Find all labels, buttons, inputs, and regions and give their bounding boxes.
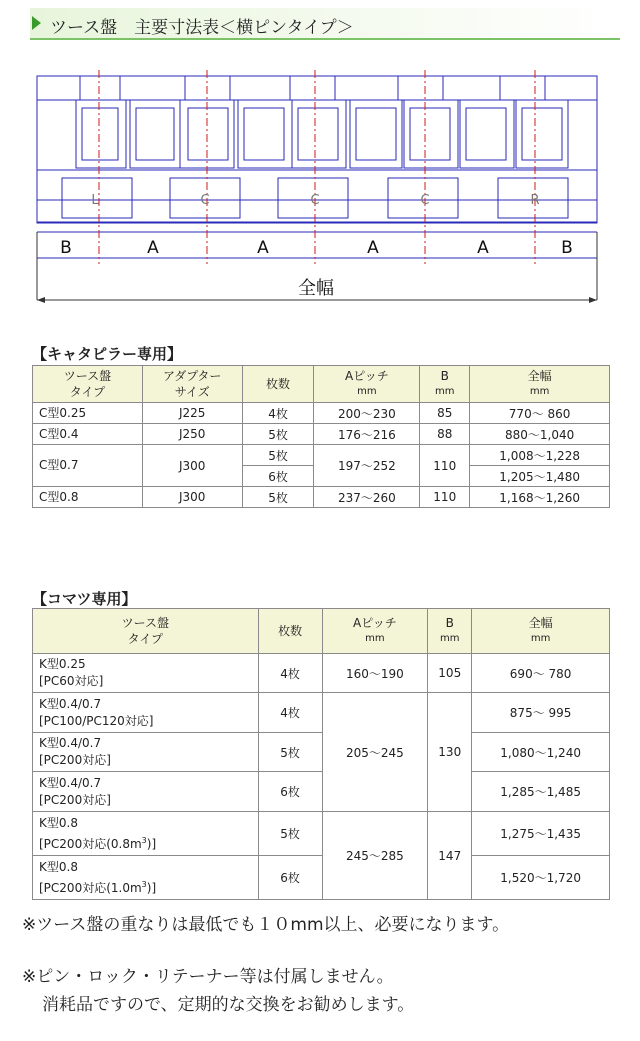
cell-count: 6枚 — [258, 772, 322, 812]
pin-label-C1: C — [200, 193, 210, 208]
cell-b: 130 — [428, 693, 472, 812]
note-overlap: ※ツース盤の重なりは最低でも１０mm以上、必要になります。 — [22, 915, 510, 935]
pin-label-C2: C — [310, 193, 320, 208]
cell-b: 110 — [420, 445, 470, 487]
cell-b: 88 — [420, 424, 470, 445]
col-type-header: ツース盤 タイプ — [33, 609, 259, 654]
cell-type: C型0.25 — [33, 403, 143, 424]
cell-pitch: 160～190 — [322, 654, 428, 693]
pitch-label-a4: A — [477, 238, 489, 258]
cell-count: 5枚 — [242, 424, 314, 445]
cell-adapter: J300 — [142, 487, 242, 508]
pitch-label-b-left: B — [60, 238, 72, 258]
cell-count: 4枚 — [258, 654, 322, 693]
col-pitch-header: Aピッチ mm — [322, 609, 428, 654]
cell-type: K型0.4/0.7 [PC200対応] — [33, 772, 259, 812]
cell-type: K型0.25 [PC60対応] — [33, 654, 259, 693]
cell-count: 6枚 — [258, 856, 322, 900]
pitch-label-a3: A — [367, 238, 379, 258]
table-row — [33, 856, 610, 900]
cell-width: 1,275～1,435 — [472, 812, 610, 856]
triangle-bullet-icon — [32, 16, 41, 30]
cell-type: K型0.8 [PC200対応$(1.0m^3)$] — [33, 856, 259, 900]
cell-width: 1,205～1,480 — [470, 466, 610, 487]
cell-adapter: J250 — [142, 424, 242, 445]
tooth-plate-diagram — [0, 60, 640, 310]
cell-pitch: 205～245 — [322, 693, 428, 812]
cell-width: 690～ 780 — [472, 654, 610, 693]
cell-type: C型0.8 — [33, 487, 143, 508]
cell-width: 1,285～1,485 — [472, 772, 610, 812]
overall-width-label: 全幅 — [298, 278, 334, 299]
cell-width: 770～ 860 — [470, 403, 610, 424]
cell-pitch: 237～260 — [314, 487, 420, 508]
cell-b: 85 — [420, 403, 470, 424]
col-width-header: 全幅 mm — [470, 366, 610, 403]
komatsu-section-title: 【コマツ専用】 — [32, 590, 137, 608]
cell-count: 4枚 — [258, 693, 322, 733]
page-header — [30, 8, 620, 40]
cell-type: C型0.7 — [33, 445, 143, 487]
cell-pitch: 245～285 — [322, 812, 428, 900]
col-type-header: ツース盤 タイプ — [33, 366, 143, 403]
cell-width: 1,520～1,720 — [472, 856, 610, 900]
komatsu-spec-table — [32, 608, 610, 900]
cell-count: 6枚 — [242, 466, 314, 487]
pin-label-R: R — [530, 193, 540, 208]
pitch-label-b-right: B — [561, 238, 573, 258]
table-row — [33, 487, 610, 508]
cell-type: K型0.4/0.7 [PC200対応] — [33, 733, 259, 772]
cell-count: 5枚 — [258, 812, 322, 856]
table-row — [33, 772, 610, 812]
col-count-header: 枚数 — [242, 366, 314, 403]
cell-adapter: J300 — [142, 445, 242, 487]
table-row — [33, 693, 610, 733]
cell-type: K型0.4/0.7 [PC100/PC120対応] — [33, 693, 259, 733]
pin-label-C3: C — [420, 193, 430, 208]
cell-b: 110 — [420, 487, 470, 508]
table-row — [33, 445, 610, 466]
pin-label-L: L — [91, 193, 99, 208]
cell-count: 5枚 — [258, 733, 322, 772]
cell-count: 4枚 — [242, 403, 314, 424]
table-header-row — [33, 609, 610, 654]
cell-b: 105 — [428, 654, 472, 693]
cell-width: 880～1,040 — [470, 424, 610, 445]
caterpillar-spec-table — [32, 365, 610, 508]
cell-count: 5枚 — [242, 445, 314, 466]
cell-b: 147 — [428, 812, 472, 900]
col-adapter-header: アダプター サイズ — [142, 366, 242, 403]
cell-pitch: 197～252 — [314, 445, 420, 487]
table-row — [33, 812, 610, 856]
cell-count: 5枚 — [242, 487, 314, 508]
cell-pitch: 176～216 — [314, 424, 420, 445]
note-pins-not-included: ※ピン・ロック・リテーナー等は付属しません。 — [22, 967, 394, 987]
table-header-row — [33, 366, 610, 403]
cell-adapter: J225 — [142, 403, 242, 424]
caterpillar-section-title: 【キャタピラー専用】 — [32, 345, 183, 363]
col-count-header: 枚数 — [258, 609, 322, 654]
cell-width: 875～ 995 — [472, 693, 610, 733]
cell-width: 1,080～1,240 — [472, 733, 610, 772]
table-row — [33, 403, 610, 424]
note-consumable: 消耗品ですので、定期的な交換をお勧めします。 — [42, 995, 415, 1015]
col-b-header: B mm — [420, 366, 470, 403]
cell-pitch: 200～230 — [314, 403, 420, 424]
pitch-label-a2: A — [257, 238, 269, 258]
cell-width: 1,008～1,228 — [470, 445, 610, 466]
cell-width: 1,168～1,260 — [470, 487, 610, 508]
cell-type: K型0.8 [PC200対応$(0.8m^3)$] — [33, 812, 259, 856]
col-b-header: B mm — [428, 609, 472, 654]
cell-type: C型0.4 — [33, 424, 143, 445]
table-row — [33, 654, 610, 693]
table-row — [33, 733, 610, 772]
page-title: ツース盤 主要寸法表＜横ピンタイプ＞ — [50, 18, 354, 38]
col-pitch-header: Aピッチ mm — [314, 366, 420, 403]
col-width-header: 全幅 mm — [472, 609, 610, 654]
table-row — [33, 424, 610, 445]
pitch-label-a1: A — [147, 238, 159, 258]
